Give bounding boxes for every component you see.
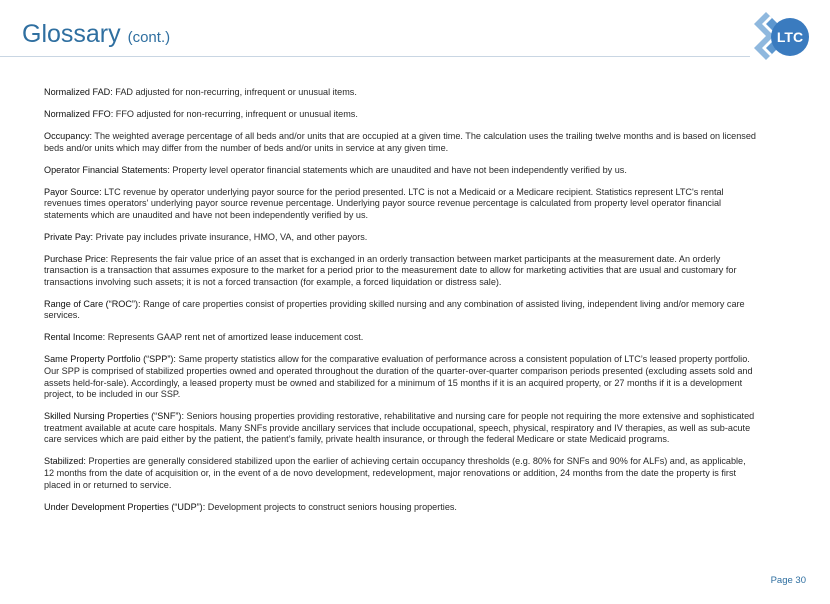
glossary-entry: [44, 456, 756, 491]
company-logo: [752, 10, 812, 64]
glossary-definition: FFO adjusted for non-recurring, infrequent or unusual items.: [115, 108, 358, 119]
glossary-list: [44, 87, 756, 524]
ltc-logo-icon: [752, 10, 812, 64]
glossary-entry: [44, 232, 756, 244]
glossary-entry: [44, 87, 756, 99]
glossary-definition: Private pay includes private insurance, HMO, VA, and other payors.: [95, 231, 368, 242]
glossary-definition: Same property statistics allow for the comparative evaluation of performance across a consistent population of LTC’s leased property portfolio. Our SPP is comprised of stabilized properties owned and operated throughout the duration of the quarter-over-quarter comparison periods presented (excluding assets sold and assets held-for-sale). Accordingly, a leased property must be owned and stabilized for a minimum of 15 months if it is an acquired property, or 27 months if it is a development project, to be included in our SSP.: [44, 354, 753, 400]
page-number: Page 30: [770, 575, 806, 586]
glossary-term: Range of Care (“ROC”):: [44, 298, 141, 309]
logo-subtext: REIT: [804, 32, 809, 42]
glossary-definition: FAD adjusted for non-recurring, infrequent or unusual items.: [115, 87, 357, 97]
glossary-definition: Represents the fair value price of an asset that is exchanged in an orderly transaction between market participants at the measurement date. An orderly transaction is a transaction that assumes exposure to the market for a period prior to the measurement date to allow for marketing activities that are usual and customary for transactions involving such assets; it is not a forced transaction (for example, a forced liquidation or distress sale).: [44, 253, 737, 287]
glossary-entry: [44, 254, 756, 289]
glossary-entry: [44, 411, 756, 446]
glossary-term: Private Pay:: [44, 231, 94, 242]
glossary-term: Payor Source:: [44, 186, 102, 197]
glossary-entry: [44, 109, 756, 121]
glossary-entry: [44, 502, 756, 514]
page-title-suffix: (cont.): [127, 29, 171, 46]
glossary-definition: Properties are generally considered stabilized upon the earlier of achieving certain occupancy thresholds (e.g. 80% for SNFs and 90% for ALFs) and, as applicable, 12 months from the date of acquisition or, in the event of a de novo development, redevelopment, major renovations or addition, 24 months from the date the property is first placed in or returned to service.: [44, 456, 746, 490]
glossary-definition: Seniors housing properties providing restorative, rehabilitative and nursing care for people not requiring the more extensive and sophisticated treatment available at acute care hospitals. Many SNFs provide ancillary services that include occupational, speech, physical, respiratory and IV therapies, as well as sub-acute care services which are paid either by the patient, the patient’s family, private health insurance, or through the federal Medicare or state Medicaid programs.: [44, 411, 755, 445]
glossary-term: Rental Income:: [44, 332, 106, 343]
glossary-term: Operator Financial Statements:: [44, 164, 170, 175]
glossary-term: Normalized FAD:: [44, 87, 113, 97]
glossary-definition: Range of care properties consist of properties providing skilled nursing and any combination of assisted living, independent living and/or memory care services.: [44, 298, 745, 321]
glossary-entry: [44, 131, 756, 154]
header-divider: [0, 56, 750, 57]
glossary-term: Same Property Portfolio (“SPP”):: [44, 354, 176, 365]
glossary-term: Purchase Price:: [44, 253, 109, 264]
glossary-term: Skilled Nursing Properties (“SNF”):: [44, 411, 184, 422]
glossary-entry: [44, 165, 756, 177]
glossary-entry: [44, 354, 756, 400]
glossary-definition: Development projects to construct seniors housing properties.: [207, 501, 457, 512]
page-title-text: Glossary: [22, 20, 121, 48]
glossary-definition: Represents GAAP rent net of amortized lease inducement cost.: [107, 332, 364, 343]
glossary-entry: [44, 299, 756, 322]
glossary-term: Under Development Properties (“UDP”):: [44, 501, 206, 512]
glossary-definition: LTC revenue by operator underlying payor source for the period presented. LTC is not a Medicaid or a Medicare recipient. Statistics represent LTC's rental revenues times operators' underlying payor source revenue percentage. Underlying payor source revenue percentage is calculated from property level operator financial statements which are unaudited and have not been independently verified by us.: [44, 186, 724, 220]
page-title: [22, 20, 170, 49]
glossary-entry: [44, 332, 756, 344]
glossary-definition: The weighted average percentage of all beds and/or units that are occupied at a given time. The calculation uses the trailing twelve months and is based on licensed beds and/or units which may differ from the number of beds and/or units in service at any given time.: [44, 130, 756, 153]
glossary-term: Occupancy:: [44, 130, 93, 141]
logo-text: LTC: [776, 29, 804, 45]
glossary-definition: Property level operator financial statements which are unaudited and have not been independently verified by us.: [172, 164, 627, 175]
glossary-term: Normalized FFO:: [44, 108, 114, 119]
glossary-entry: [44, 187, 756, 222]
glossary-term: Stabilized:: [44, 456, 86, 467]
